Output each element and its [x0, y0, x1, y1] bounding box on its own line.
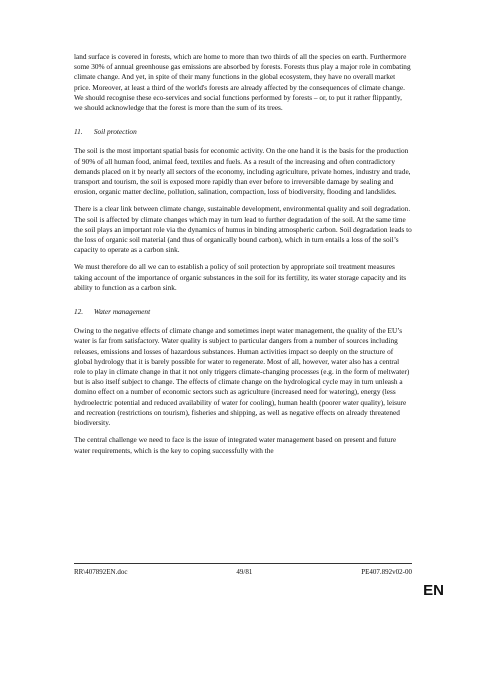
- page-footer: [74, 563, 412, 576]
- section-11-paragraph: We must therefore do all we can to establish a policy of soil protection by appropriate soil treatment measures taking account of the importance of organic substances in the soil for its fertility, its water storage capacity and its ability to function as a carbon sink.: [74, 262, 407, 292]
- section-12-paragraph: The central challenge we need to face is the issue of integrated water management based on present and future water requirements, which is the key to coping successfully with the: [74, 435, 397, 455]
- page-body: [74, 52, 412, 463]
- section-11-paragraph: There is a clear link between climate change, sustainable development, environmental quality and soil degradation. The soil is affected by climate changes which may in turn lead to further degradation of the soil. At the same time the soil plays an important role via the dynamics of humus in binding atmospheric carbon. Soil degradation leads to the loss of organic soil material (and thus of organically bound carbon), which in turn entails a loss of the soil’s capacity to operate as a carbon sink.: [74, 204, 412, 255]
- section-11-number: 11.: [74, 127, 83, 137]
- section-12-title: Water management: [93, 307, 151, 317]
- footer-pe-reference: PE407.892v02-00: [361, 568, 412, 576]
- section-12-heading: [74, 307, 412, 317]
- language-code: EN: [423, 582, 444, 599]
- section-12-number: 12.: [74, 307, 84, 317]
- section-11-title: Soil protection: [93, 127, 137, 137]
- section-11-paragraph: The soil is the most important spatial basis for economic activity. On the one hand it is the basis for the production of 90% of all human food, animal feed, textiles and fuels. As a result of the increasing and often contradictory demands placed on it by nearly all sectors of the economy, including agriculture, private homes, industry and trade, transport and tourism, the soil is exposed more rapidly than ever before to irreversible damage by sealing and erosion, organic matter decline, pollution, salination, compaction, loss of biodiversity, flooding and landslides.: [74, 146, 411, 197]
- section-11-heading: [74, 127, 412, 137]
- footer-page-number: 49/81: [236, 568, 253, 576]
- intro-paragraph: land surface is covered in forests, which are home to more than two thirds of all the species on earth. Furthermore some 30% of annual greenhouse gas emissions are absorbed by forests. Forests thus play a major role in combating climate change. And yet, in spite of their many functions in the global ecosystem, they have no overall market price. Moreover, at least a third of the world's forests are already affected by the consequences of climate change. We should recognise these eco-services and social functions performed by forests – or, to put it rather flippantly, we should acknowledge that the forest is more than the sum of its trees.: [74, 52, 411, 113]
- section-12-paragraph: Owing to the negative effects of climate change and sometimes inept water management, the quality of the EU’s water is far from satisfactory. Water quality is subject to particular dangers from a number of sources including releases, emissions and losses of hazardous substances. Human activities impact so deeply on the structure of global hydrology that it is barely possible for water to regenerate. Most of all, however, water also has a central role to play in climate change in that it not only triggers climate-changing processes (e.g. in the form of meltwater) but is also itself subject to change. The effects of climate change on the hydrological cycle may in turn unleash a domino effect on a number of economic sectors such as agriculture (increased need for watering), energy (less hydroelectric potential and reduced availability of water for cooling), human health (poorer water quality), leisure and recreation (restrictions on tourism), fisheries and shipping, as well as negative effects on already threatened biodiversity.: [74, 326, 410, 428]
- footer-document-reference: RR\407892EN.doc: [74, 568, 128, 576]
